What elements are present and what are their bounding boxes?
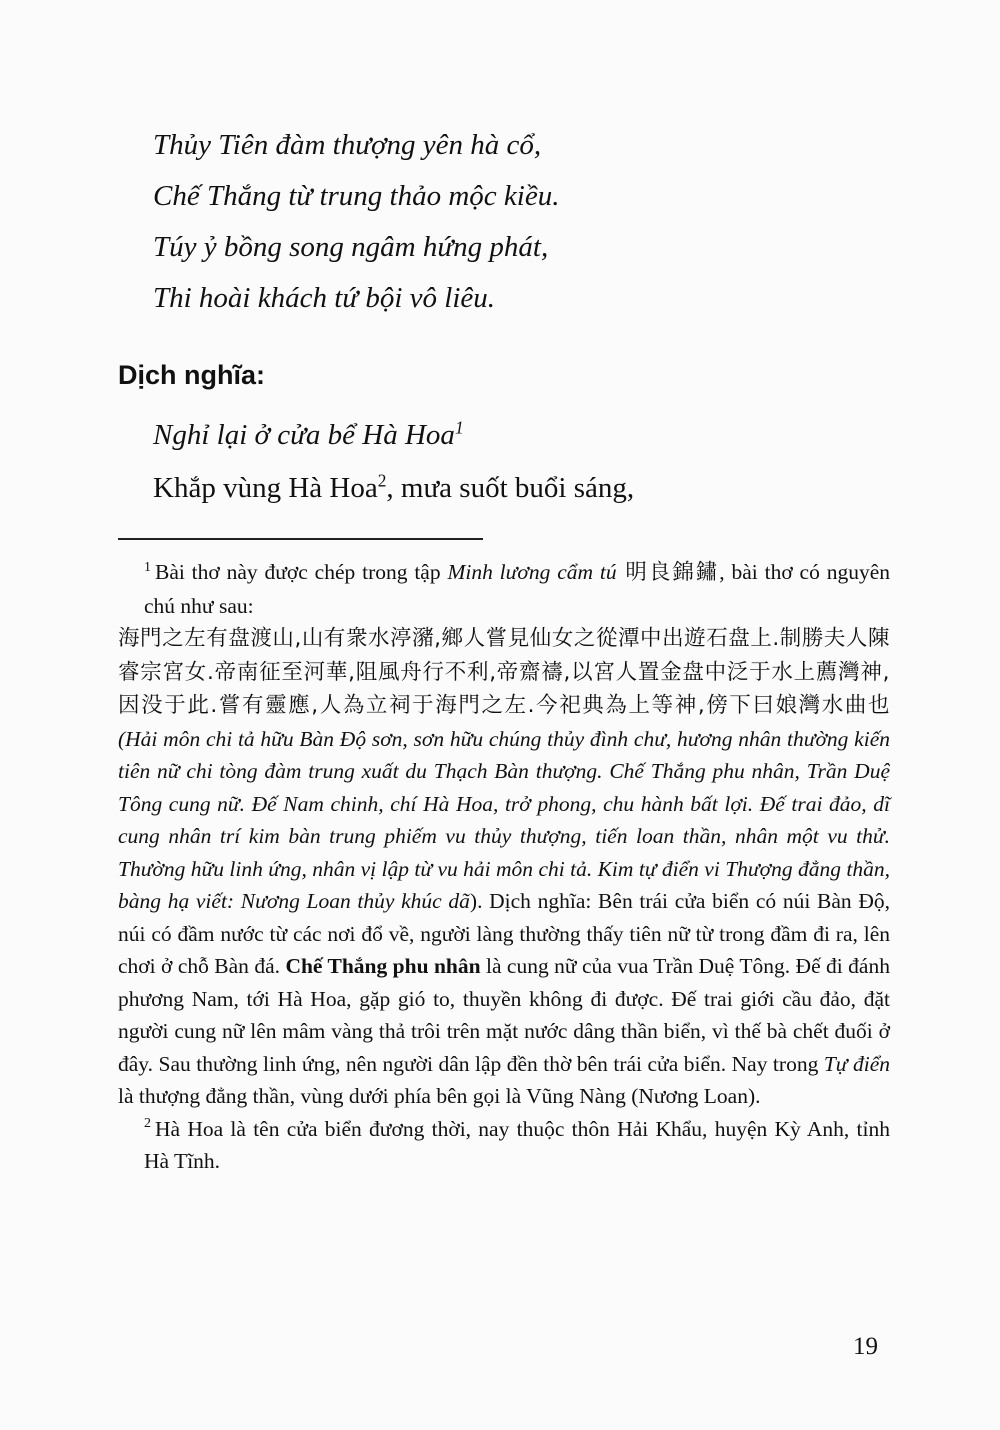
poem-line: Túy ỷ bồng song ngâm hứng phát, — [153, 231, 549, 263]
translation-text-part3: là thượng đẳng thần, vùng dưới phía bên gọi là Vũng Nàng (Nương Loan). — [118, 1084, 761, 1108]
footnote-marker: 2 — [144, 1116, 151, 1132]
han-original-text: 海門之左有盘渡山,山有衆水渟瀦,鄉人嘗見仙女之從潭中出遊石盘上.制勝夫人陳睿宗宮女.帝南征至河華,阻風舟行不利,帝齋禱,以宮人置金盘中泛于水上薦灣神,因没于此.嘗有靈應,人為立祠于海門之左.今祀典為上等神,傍下曰娘灣水曲也 — [118, 626, 890, 718]
translation-title — [153, 413, 464, 457]
footnote-ref-2: 2 — [377, 470, 387, 491]
translation-first-line — [153, 466, 634, 510]
translation-heading: Dịch nghĩa: — [118, 360, 265, 390]
poem-line: Thủy Tiên đàm thượng yên hà cổ, — [153, 129, 542, 161]
translation-line-start: Khắp vùng Hà Hoa — [153, 472, 378, 504]
poem-line: Chế Thắng từ trung thảo mộc kiều. — [153, 180, 560, 212]
collection-name: Minh lương cẩm tú — [447, 560, 617, 584]
footnote-intro-tail: , bài thơ có nguyên chú như sau: — [144, 560, 890, 618]
footnote-marker: 1 — [144, 559, 151, 575]
page-number: 19 — [853, 1333, 878, 1360]
translation-text-part2: là cung nữ của vua Trần Duệ Tông. Đế đi đánh phương Nam, tới Hà Hoa, gặp gió to, thuyền không đi được. Đế trai giới cầu đảo, đặt người cung nữ lên mâm vàng thả trôi trên mặt nước dâng thần biển, vì thế bà chết đuối ở đây. Sau thường linh ứng, nên người dân lập đền thờ bên trái cửa biển. Nay trong — [118, 954, 890, 1076]
transliteration-text: (Hải môn chi tả hữu Bàn Độ sơn, sơn hữu chúng thủy đình chư, hương nhân thường kiến tiên nữ chi tòng đàm trung xuất du Thạch Bàn thượng. Chế Thắng phu nhân, Trần Duệ Tông cung nữ. Đế Nam chinh, chí Hà Hoa, trở phong, chu hành bất lợi. Đế trai đảo, dĩ cung nhân trí kim bàn trung phiếm vu thủy thượng, tiến loan thần, nhân một vu thử. Thường hữu linh ứng, nhân vị lập từ vu hải môn chi tả. Kim tự điển vi Thượng đẳng thần, bàng hạ viết: Nương Loan thủy khúc dã — [118, 726, 890, 913]
footnotes-section — [118, 556, 890, 1178]
collection-han: 明良錦鏽 — [616, 560, 720, 585]
footnote-divider — [118, 538, 483, 540]
italic-source: Tự điển — [823, 1051, 891, 1076]
poem-line: Thi hoài khách tứ bội vô liêu. — [153, 282, 496, 314]
footnote-2 — [118, 1113, 890, 1178]
footnote-intro: Bài thơ này được chép trong tập — [154, 560, 448, 584]
poem-block — [153, 120, 913, 324]
translation-title-text: Nghỉ lại ở cửa bể Hà Hoa — [153, 419, 455, 451]
bold-name: Chế Thắng phu nhân — [285, 954, 481, 978]
footnote-2-text: Hà Hoa là tên cửa biển đương thời, nay thuộc thôn Hải Khẩu, huyện Kỳ Anh, tỉnh Hà Tĩnh. — [144, 1116, 890, 1173]
footnote-1 — [118, 556, 890, 1113]
translation-line-end: , mưa suốt buổi sáng, — [386, 472, 635, 504]
translation-text-part1: ). Dịch nghĩa: Bên trái cửa biển có núi Bàn Độ, núi có đầm nước từ các nơi đổ về, người làng thường thấy tiên nữ từ trong đầm đi ra, lên chơi ở chỗ Bàn đá. — [118, 889, 890, 978]
footnote-ref-1: 1 — [454, 417, 464, 438]
